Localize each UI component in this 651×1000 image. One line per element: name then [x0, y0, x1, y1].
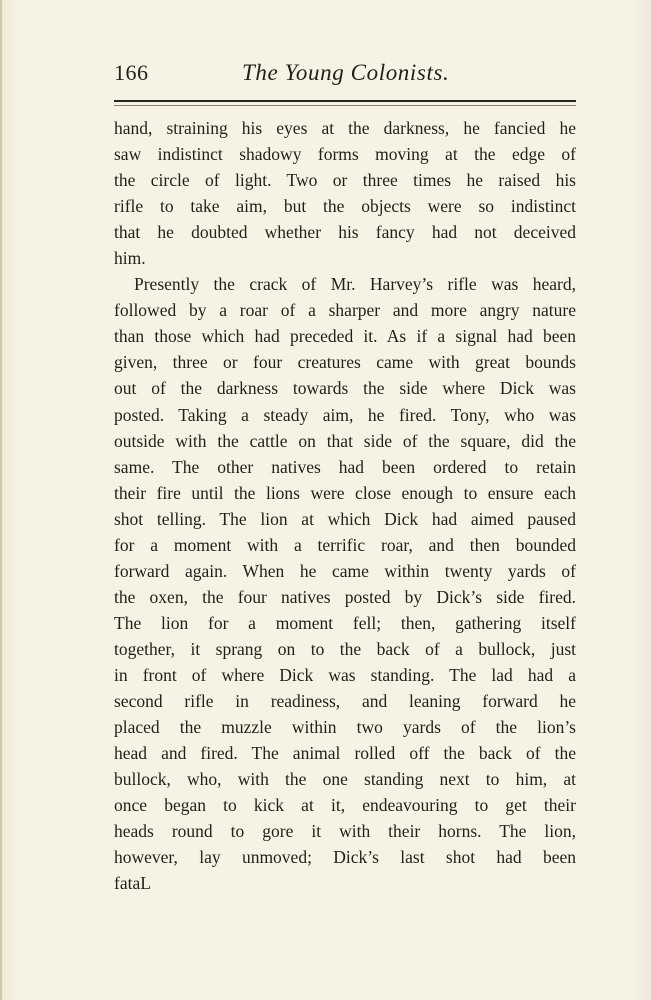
text-line: that he doubted whether his fancy had not deceived — [114, 222, 576, 243]
text-line: hand, straining his eyes at the darkness, he fancied he — [114, 118, 576, 138]
text-line: once began to kick at it, endeavouring to get their — [114, 795, 576, 816]
body-text — [114, 115, 576, 896]
text-line: Presently the crack of Mr. Harvey’s rifle was heard, — [134, 274, 576, 295]
text-line: same. The other natives had been ordered to retain — [114, 456, 576, 477]
text-line: placed the muzzle within two yards of the lion’s — [114, 717, 576, 738]
text-line: saw indistinct shadowy forms moving at the edge of — [114, 144, 576, 165]
text-line: heads round to gore it with their horns. The lion, — [114, 821, 576, 842]
text-line: together, it sprang on to the back of a bullock, just — [114, 638, 576, 659]
text-line: followed by a roar of a sharper and more angry nature — [114, 300, 576, 321]
text-line: posted. Taking a steady aim, he fired. Tony, who was — [114, 404, 576, 425]
text-line: second rifle in readiness, and leaning forward he — [114, 691, 576, 712]
text-line: rifle to take aim, but the objects were so indistinct — [114, 196, 576, 217]
text-line: shot telling. The lion at which Dick had aimed paused — [114, 508, 576, 529]
text-line: their fire until the lions were close enough to ensure each — [114, 482, 576, 503]
text-line: than those which had preceded it. As if a signal had been — [114, 326, 576, 347]
running-title: The Young Colonists. — [242, 60, 450, 85]
text-line: out of the darkness towards the side where Dick was — [114, 378, 576, 399]
header-rule-thin — [114, 105, 576, 106]
text-line: in front of where Dick was standing. The lad had a — [114, 664, 576, 685]
text-line: bullock, who, with the one standing next to him, at — [114, 769, 576, 790]
text-line: given, three or four creatures came with great bounds — [114, 352, 576, 373]
text-line: however, lay unmoved; Dick’s last shot had been — [114, 847, 576, 868]
page-header — [114, 60, 576, 90]
page-number: 166 — [114, 60, 149, 85]
text-line: the oxen, the four natives posted by Dick’s side fired. — [114, 586, 576, 607]
text-line: for a moment with a terrific roar, and then bounded — [114, 534, 576, 555]
text-line: the circle of light. Two or three times he raised his — [114, 170, 576, 191]
text-line: fataL — [114, 873, 151, 894]
page-edge-shadow — [0, 0, 2, 1000]
text-line: him. — [114, 248, 146, 269]
header-rule — [114, 100, 576, 102]
text-line: The lion for a moment fell; then, gathering itself — [114, 612, 576, 633]
text-line: outside with the cattle on that side of the square, did the — [114, 430, 576, 451]
text-line: forward again. When he came within twenty yards of — [114, 560, 576, 581]
text-line: head and fired. The animal rolled off the back of the — [114, 743, 576, 764]
